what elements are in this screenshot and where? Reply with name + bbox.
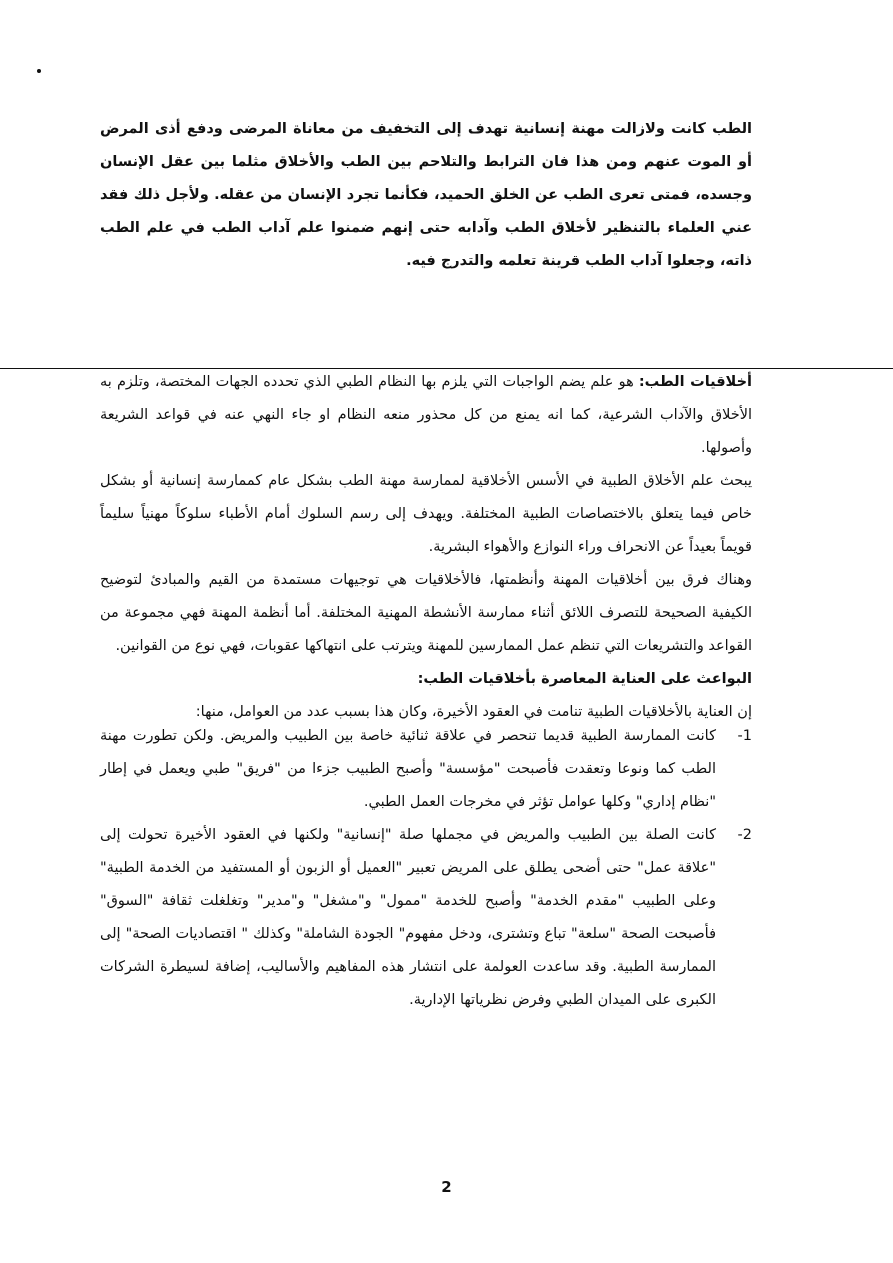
- list-item: [100, 819, 752, 1017]
- definition-paragraph: [100, 366, 752, 465]
- factors-list: [100, 720, 752, 1017]
- list-item-text: كانت الصلة بين الطبيب والمريض في مجملها صلة "إنسانية" ولكنها في العقود الأخيرة تحولت إلى "علاقة عمل" حتى أضحى يطلق على المريض تعبير "العميل أو الزبون أو المستفيد من الخدمة الطبية" وعلى الطبيب "مقدم الخدمة" وأصبح للخدمة "ممول" و"مشغل" و"مدير" وتغلغلت ثقافة "السوق" فأصبحت الصحة "سلعة" تباع وتشترى، ودخل مفهوم" الجودة الشاملة" وكذلك " اقتصاديات الصحة" إلى الممارسة الطبية. وقد ساعدت العولمة على انتشار هذه المفاهيم والأساليب، إضافة لسيطرة الشركات الكبرى على الميدان الطبي وفرض نظرياتها الإدارية.: [100, 827, 716, 1008]
- section-heading: البواعث على العناية المعاصرة بأخلاقيات الطب:: [417, 671, 752, 687]
- definition-label: أخلاقيات الطب:: [638, 374, 752, 390]
- paragraph-intro: الطب كانت ولازالت مهنة إنسانية تهدف إلى التخفيف من معاناة المرضى ودفع أذى المرض أو الموت عنهم ومن هذا فان الترابط والتلاحم بين الطب والأخلاق مثلما بين عقل الإنسان وجسده، فمتى تعرى الطب عن الخلق الحميد، فكأنما تجرد الإنسان من عقله. ولأجل ذلك فقد عني العلماء بالتنظير لأخلاق الطب وآدابه حتى إنهم ضمنوا علم آداب الطب في علم الطب ذاته، وجعلوا آداب الطب قرينة تعلمه والتدرج فيه.: [100, 121, 752, 269]
- stray-dot: [37, 69, 41, 73]
- list-item-number: -1: [737, 728, 752, 744]
- paragraph-ethics-study: يبحث علم الأخلاق الطبية في الأسس الأخلاقية لممارسة مهنة الطب بشكل عام كممارسة إنسانية أو بشكل خاص فيما يتعلق بالاختصاصات الطبية المختلفة. ويهدف إلى رسم السلوك أمام الأطباء سلوكاً مهنياً سليماً قويماً بعيداً عن الانحراف وراء النوازع والأهواء البشرية.: [100, 473, 752, 555]
- list-intro: إن العناية بالأخلاقيات الطبية تنامت في العقود الأخيرة، وكان هذا بسبب عدد من العوامل، منها:: [195, 704, 752, 720]
- page-number: 2: [441, 1178, 452, 1196]
- definition-text: هو علم يضم الواجبات التي يلزم بها النظام الطبي الذي تحدده الجهات المختصة، وتلزم به الأخلاق والآداب الشرعية، كما انه يمنع من كل محذور منعه النظام او جاء النهي عنه في قواعد الشريعة وأصولها.: [100, 374, 752, 456]
- list-item-number: -2: [737, 827, 752, 843]
- list-item-text: كانت الممارسة الطبية قديما تنحصر في علاقة ثنائية خاصة بين الطبيب والمريض. ولكن تطورت مهنة الطب كما ونوعا وتعقدت فأصبحت "مؤسسة" وأصبح الطبيب جزءا من "فريق" طبي ويعمل في إطار "نظام إداري" وكلها عوامل تؤثر في مخرجات العمل الطبي.: [100, 728, 716, 810]
- body-text: [100, 366, 752, 729]
- list-item: [100, 720, 752, 819]
- paragraph-ethics-vs-regulations: وهناك فرق بين أخلاقيات المهنة وأنظمتها، فالأخلاقيات هي توجيهات مستمدة من القيم والمبادئ لتوضيح الكيفية الصحيحة للتصرف اللائق أثناء ممارسة الأنشطة المهنية المختلفة. أما أنظمة المهنة فهي مجموعة من القواعد والتشريعات التي تنظم عمل الممارسين للمهنة ويترتب على انتهاكها عقوبات، فهي نوع من القوانين.: [100, 572, 752, 654]
